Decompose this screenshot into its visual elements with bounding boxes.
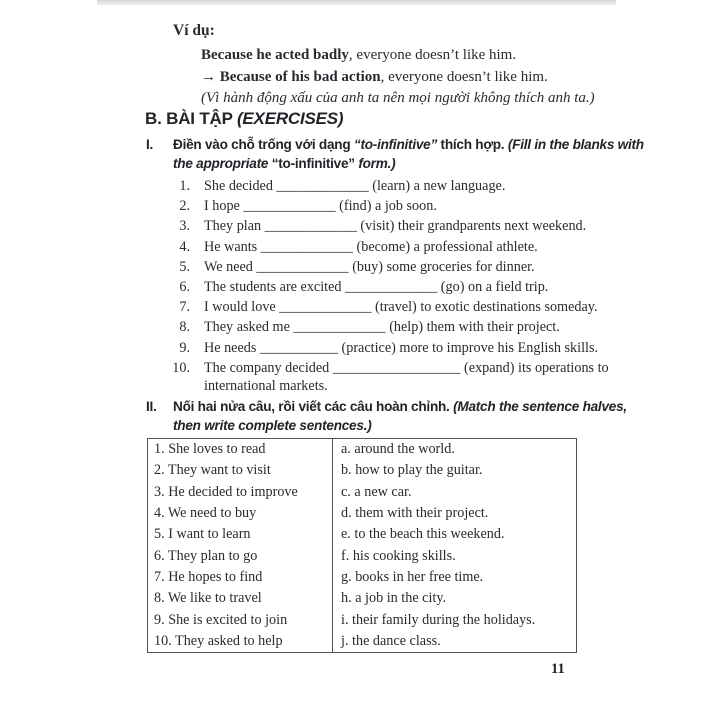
exercise-item-1 (168, 176, 609, 196)
match-right-cell: e. to the beach this weekend. (332, 524, 576, 545)
example-sentence-1-bold: Because he acted badly (201, 47, 349, 63)
example-lines (201, 45, 595, 110)
exercise1-heading-line1 (173, 135, 644, 154)
example-block (173, 22, 595, 110)
match-left-cell: 5. I want to learn (154, 526, 251, 543)
exercise-item-7 (168, 297, 609, 317)
exercise2-heading-text (173, 397, 627, 435)
exercise2-heading-line1 (173, 397, 627, 416)
example-sentence-2-bold: → Because of his bad action (201, 68, 381, 85)
item-text (204, 358, 609, 396)
table-row (148, 609, 576, 630)
match-left-cell: 4. We need to buy (154, 505, 257, 522)
heading-seg-en: the appropriate (173, 156, 272, 171)
item-number: 9. (179, 339, 190, 356)
match-right-cell: j. the dance class. (332, 631, 576, 652)
exercise-item-6 (168, 277, 609, 297)
item-text-line1: The company decided __________________ (expand) its operations to (204, 359, 609, 376)
match-right-cell: h. a job in the city. (332, 588, 576, 609)
item-text: They asked me _____________ (help) them with their project. (204, 319, 560, 336)
item-text: We need _____________ (buy) some groceries for dinner. (204, 258, 535, 275)
item-text: He needs ___________ (practice) more to improve his English skills. (204, 339, 599, 356)
heading-seg: Điền vào chỗ trống với dạng (173, 137, 354, 152)
item-text: I would love _____________ (travel) to exotic destinations someday. (204, 299, 598, 316)
exercise-item-4 (168, 237, 609, 257)
match-left-cell: 2. They want to visit (154, 462, 271, 479)
table-row (148, 588, 576, 609)
match-right-cell: d. them with their project. (332, 503, 576, 524)
heading-seg-term: “to-infinitive” (353, 137, 438, 152)
exercise2-numeral: II. (146, 399, 157, 414)
example-sentence-2 (201, 67, 595, 89)
item-number: 1. (179, 178, 190, 194)
exercise-item-9 (168, 338, 609, 358)
heading-seg-en: then write complete sentences.) (173, 418, 372, 433)
match-left-cell: 3. He decided to improve (154, 483, 298, 500)
heading-seg-en: (Fill in the blanks with (507, 137, 644, 152)
exercise2-heading (146, 397, 627, 435)
item-text: I hope _____________ (find) a job soon. (204, 198, 437, 215)
match-right-cell: g. books in her free time. (332, 567, 576, 588)
item-number: 5. (179, 258, 190, 275)
item-text: She decided _____________ (learn) a new language. (204, 178, 506, 194)
example-sentence-2-rest: , everyone doesn’t like him. (380, 68, 548, 85)
match-right-cell: b. how to play the guitar. (332, 460, 576, 481)
heading-seg-en: form.) (354, 156, 396, 171)
exercise-item-10 (168, 358, 609, 396)
match-right-cell: f. his cooking skills. (332, 545, 576, 566)
match-table (147, 438, 577, 653)
match-left-cell: 9. She is excited to join (154, 611, 288, 628)
item-text-line2: international markets. (204, 378, 328, 395)
match-left-cell: 1. She loves to read (154, 441, 266, 458)
section-b-heading (145, 109, 343, 129)
item-text: They plan _____________ (visit) their grandparents next weekend. (204, 218, 587, 235)
table-row (148, 439, 576, 460)
item-number: 6. (179, 279, 190, 296)
item-number: 3. (179, 218, 190, 235)
table-row (148, 567, 576, 588)
exercise1-heading-line2 (173, 154, 644, 173)
page-top-shadow (97, 0, 616, 5)
table-row (148, 482, 576, 503)
match-right-cell: i. their family during the holidays. (332, 609, 576, 630)
exercise-item-2 (168, 196, 609, 216)
section-b-title-italic: (EXERCISES) (236, 109, 344, 128)
heading-seg-term: “to-infinitive” (271, 156, 355, 171)
item-text: He wants _____________ (become) a professional athlete. (204, 238, 538, 255)
example-label: Ví dụ: (173, 22, 215, 39)
item-number: 8. (179, 319, 190, 336)
section-b-title: B. BÀI TẬP (145, 109, 237, 128)
exercise1-heading (146, 135, 644, 173)
item-number: 7. (179, 299, 190, 316)
item-number: 10. (172, 359, 190, 376)
page-number: 11 (551, 661, 565, 677)
table-row (148, 631, 576, 652)
match-left-cell: 7. He hopes to find (154, 568, 263, 585)
exercise1-numeral: I. (146, 137, 154, 152)
match-left-cell: 10. They asked to help (154, 632, 283, 649)
match-left-cell: 8. We like to travel (154, 590, 262, 607)
match-left-cell: 6. They plan to go (154, 547, 258, 564)
item-text: The students are excited _____________ (go) on a field trip. (204, 279, 549, 296)
table-row (148, 545, 576, 566)
exercise-item-3 (168, 216, 609, 236)
exercise1-heading-text (173, 135, 644, 173)
example-sentence-1-rest: , everyone doesn’t like him. (348, 47, 517, 63)
table-row (148, 503, 576, 524)
exercise-item-5 (168, 257, 609, 277)
table-row (148, 460, 576, 481)
example-sentence-1 (201, 45, 595, 67)
heading-seg: thích hợp. (437, 137, 508, 152)
example-translation: (Vì hành động xấu của anh ta nên mọi người không thích anh ta.) (201, 90, 595, 106)
match-right-cell: a. around the world. (332, 439, 576, 460)
table-row (148, 524, 576, 545)
heading-seg: Nối hai nửa câu, rồi viết các câu hoàn chỉnh. (173, 399, 454, 414)
heading-seg-en: (Match the sentence halves, (453, 399, 627, 414)
exercise1-items (168, 176, 609, 396)
match-right-cell: c. a new car. (332, 482, 576, 503)
exercise2-heading-line2 (173, 416, 627, 435)
exercise-item-8 (168, 317, 609, 337)
item-number: 4. (179, 238, 190, 255)
item-number: 2. (179, 198, 190, 215)
